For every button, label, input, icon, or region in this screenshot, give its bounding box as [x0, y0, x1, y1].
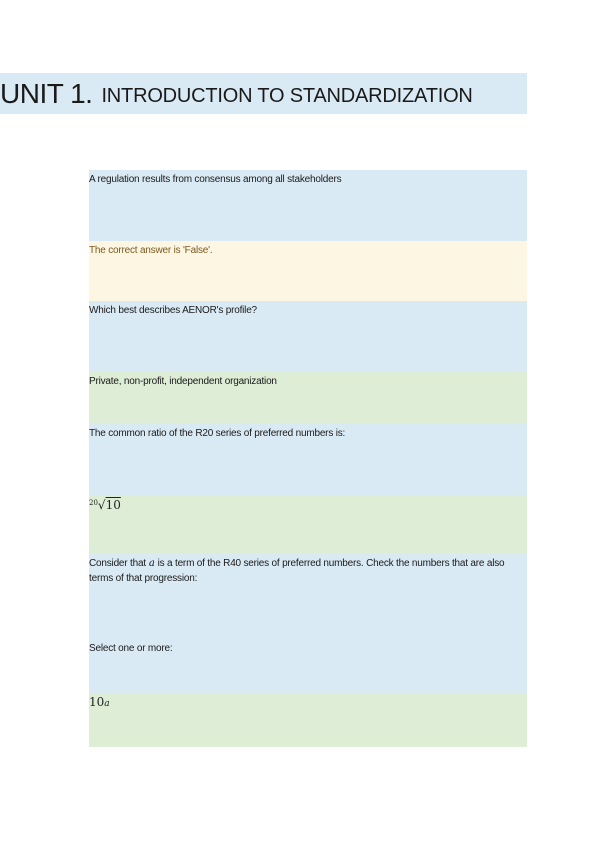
question-1-feedback-text: The correct answer is 'False'.	[89, 245, 213, 256]
answer-base: 10	[89, 695, 105, 709]
question-1-feedback	[89, 241, 527, 301]
question-3-text: The common ratio of the R20 series of preferred numbers is:	[89, 428, 346, 439]
unit-number: UNIT 1.	[0, 77, 93, 109]
question-2-text: Which best describes AENOR's profile?	[89, 305, 257, 316]
answer-formula	[89, 695, 110, 709]
question-3-answer	[89, 496, 527, 554]
question-3	[89, 424, 527, 496]
question-2-answer-text: Private, non-profit, independent organization	[89, 376, 277, 387]
question-1	[89, 170, 527, 241]
nth-root-formula: $^{20}$√10	[89, 498, 121, 512]
question-1-text: A regulation results from consensus among all stakeholders	[89, 174, 342, 185]
question-2	[89, 301, 527, 372]
question-4-text-before: Consider that	[89, 558, 146, 569]
unit-title-bar	[0, 73, 527, 114]
question-4-text-after: is a term of the R40 series of preferred numbers. Check the numbers that are also terms of that progression:	[89, 558, 505, 584]
question-4-variable: a	[148, 558, 155, 569]
question-4-answer	[89, 693, 527, 747]
root-index: 20	[89, 499, 98, 507]
answer-variable: a	[104, 699, 110, 709]
question-4	[89, 554, 527, 693]
select-one-or-more-label: Select one or more:	[89, 643, 173, 654]
unit-title: INTRODUCTION TO STANDARDIZATION	[101, 84, 473, 107]
question-2-answer	[89, 372, 527, 424]
root-radicand: 10	[105, 498, 121, 512]
